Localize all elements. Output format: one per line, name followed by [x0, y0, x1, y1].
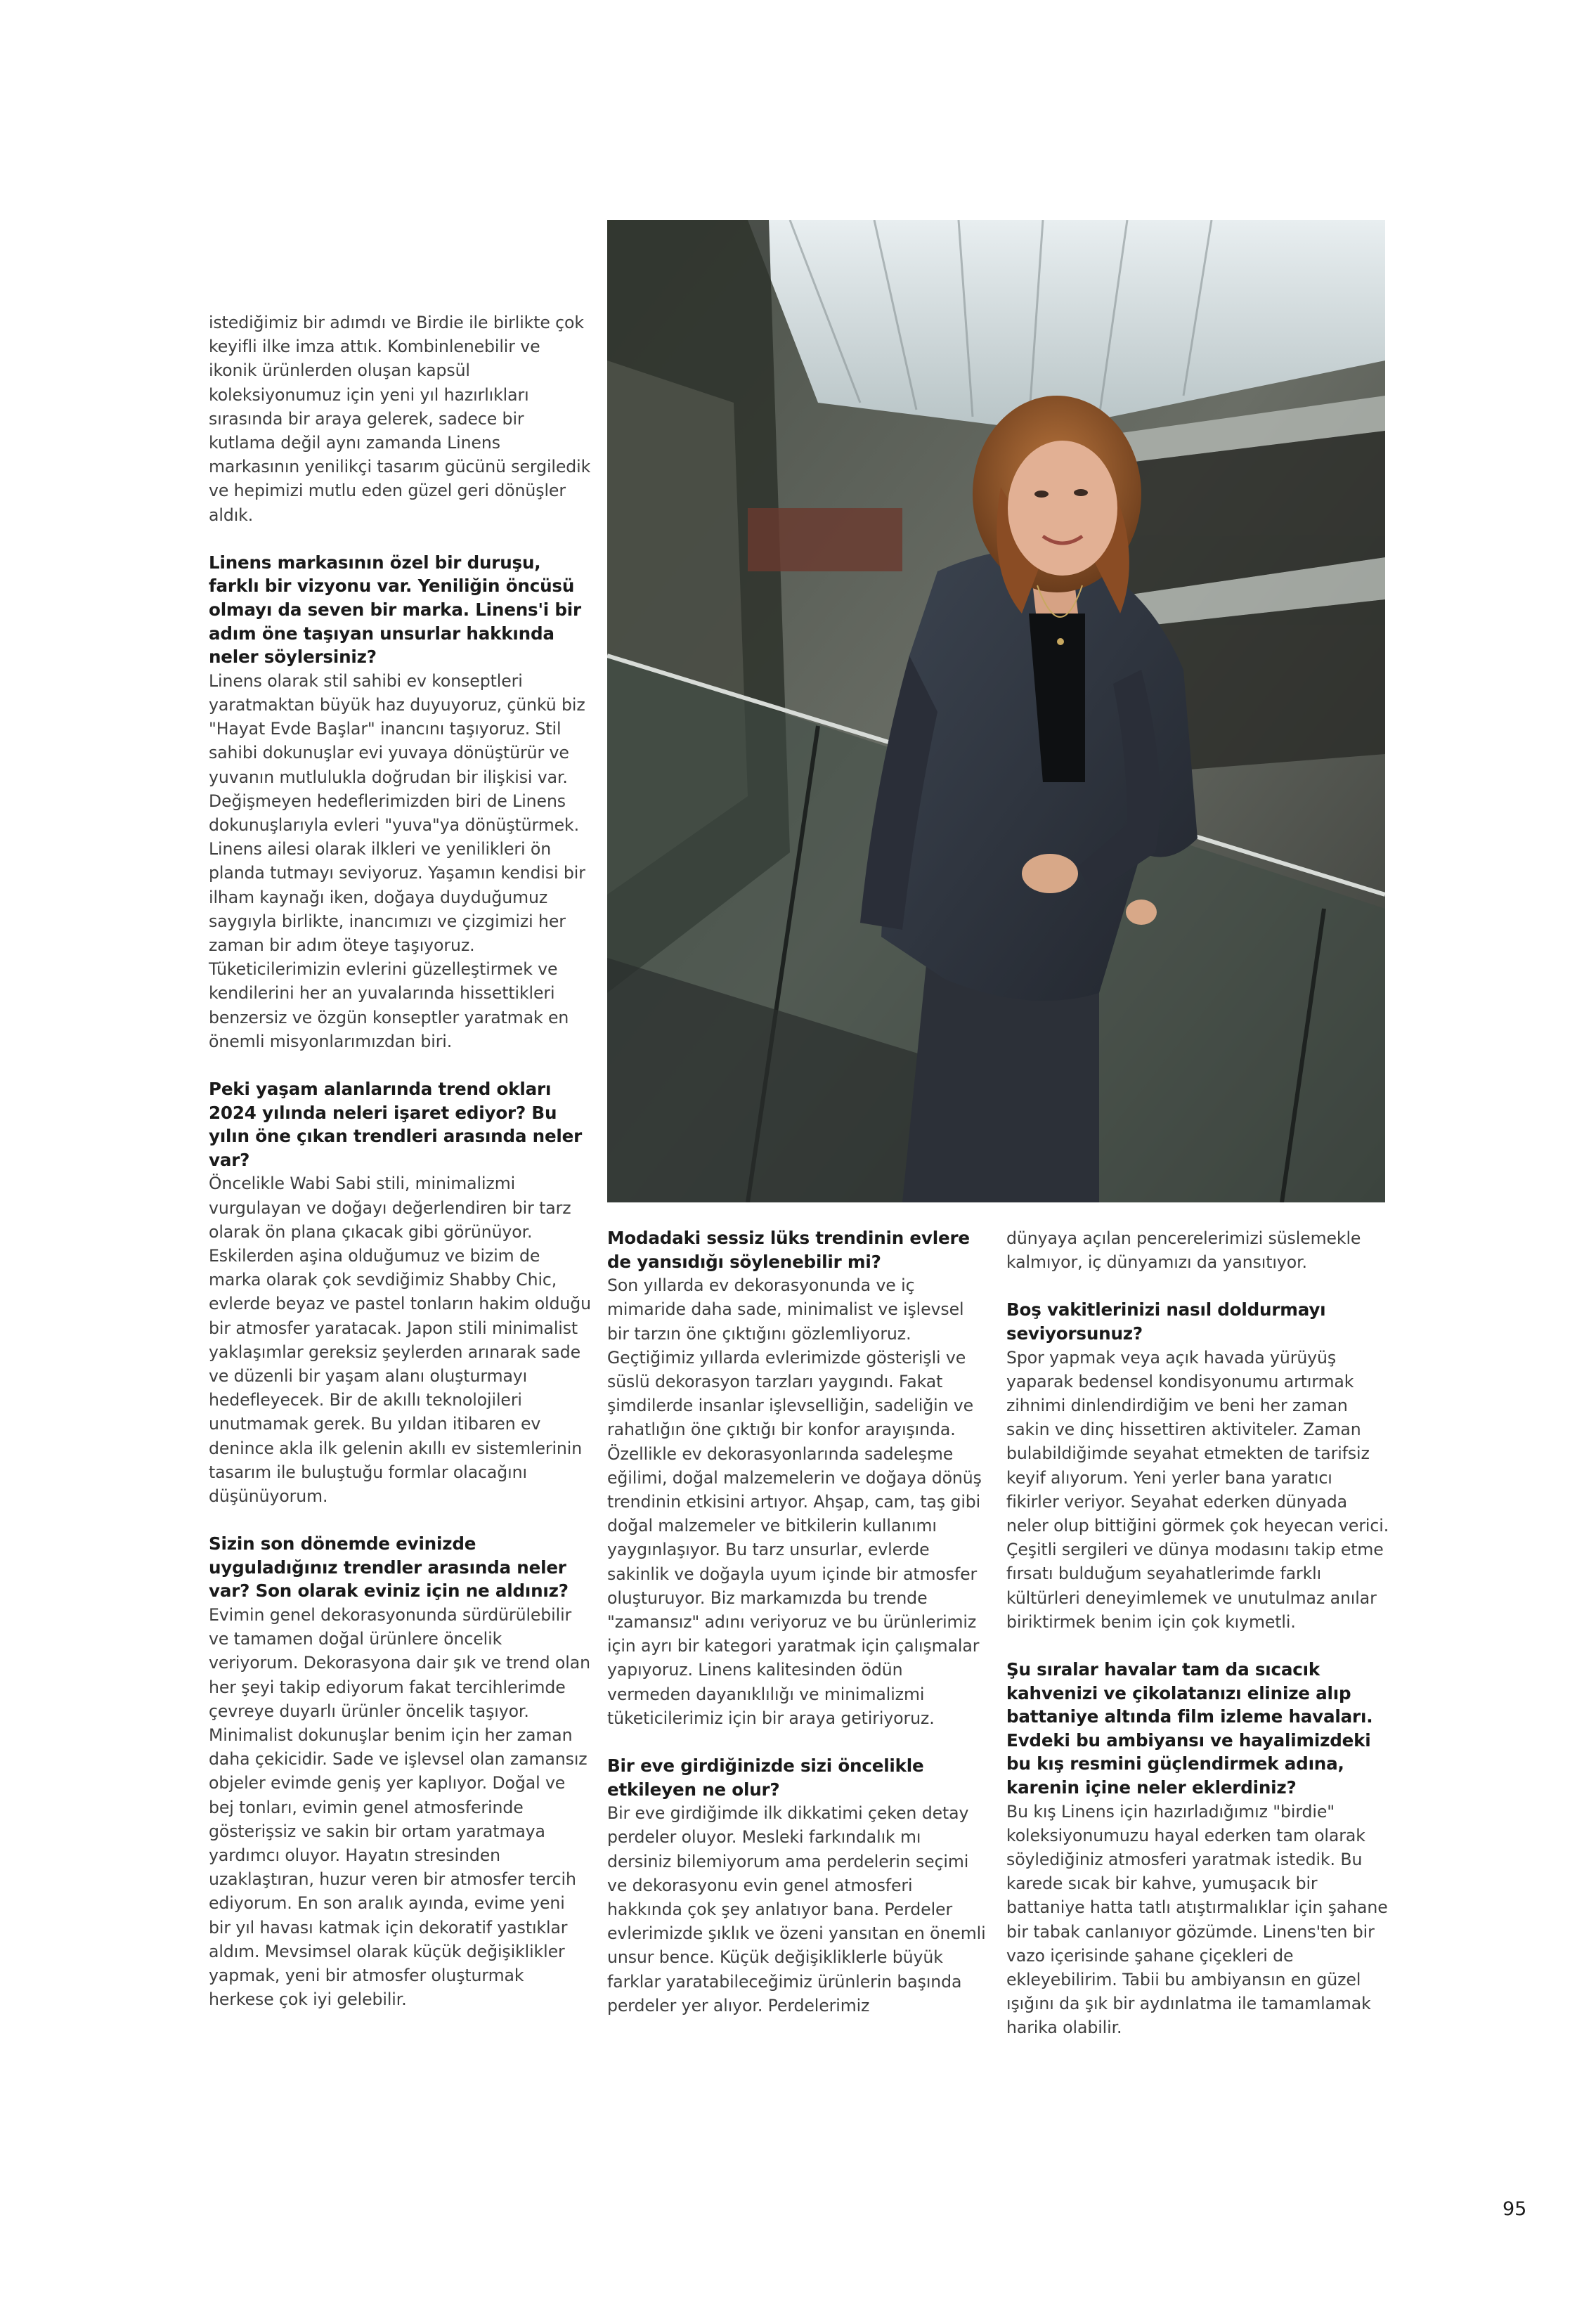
question-heading: Peki yaşam alanlarında trend okları 2024 yılında neleri işaret ediyor? Bu yılın öne çıkan trendleri arasında neler var?	[209, 1079, 583, 1170]
article-column-3	[1006, 1226, 1389, 2040]
answer-paragraph: Linens olarak stil sahibi ev konseptleri yaratmaktan büyük haz duyuyoruz, çünkü biz "Hayat Evde Başlar" inancını taşıyoruz. Stil sahibi dokunuşlar evi yuvaya dönüştürür ve yuvanın mutlulukla doğrudan bir ilişkisi var. Değişmeyen hedeflerimizden biri de Linens dokunuşlarıyla evleri "yuva"ya dönüştürmek. Linens ailesi olarak ilkleri ve yenilikleri ön planda tutmayı seviyoruz. Yaşamın kendisi bir ilham kaynağı iken, doğaya duyduğumuz saygıyla birlikte, inancımızı ve çizgimizi her zaman bir adım öteye taşıyoruz. Tüketicilerimizin evlerini güzelleştirmek ve kendilerini her an yuvalarında hissettikleri benzersiz ve özgün konseptler yaratmak en önemli misyonlarımızdan biri.	[209, 670, 585, 1051]
question-heading: Bir eve girdiğinizde sizi öncelikle etkileyen ne olur?	[607, 1755, 924, 1800]
question-heading: Linens markasının özel bir duruşu, farklı bir vizyonu var. Yeniliğin öncüsü olmayı da seven bir marka. Linens'i bir adım öne taşıyan unsurlar hakkında neler söylersiniz?	[209, 552, 581, 668]
answer-paragraph: Evimin genel dekorasyonunda sürdürülebilir ve tamamen doğal ürünlere öncelik veriyorum. Dekorasyona dair şık ve trend olan her şeyi takip ediyorum fakat tercihlerimde çevreye duyarlı ürünler öncelik taşıyor. Minimalist dokunuşlar benim için her zaman daha çekicidir. Sade ve işlevsel olan zamansız objeler evimde geniş yer kaplıyor. Doğal ve bej tonları, evimin genel atmosferinde gösterişsiz ve sakin bir ortam yaratmaya yardımcı oluyor. Hayatın stresinden uzaklaştıran, huzur veren bir atmosfer tercih ediyorum. En son aralık ayında, evime yeni bir yıl havası katmak için dekoratif yastıklar aldım. Mevsimsel olarak küçük değişiklikler yapmak, yeni bir atmosfer oluşturmak herkese çok iyi gelebilir.	[209, 1605, 590, 2010]
question-heading: Şu sıralar havalar tam da sıcacık kahvenizi ve çikolatanızı elinize alıp battaniye altında film izleme havaları. Evdeki bu ambiyansı ve hayalimizdeki bu kış resmini güçlendirmek adına, karenin içine neler eklerdiniz?	[1006, 1659, 1373, 1798]
answer-paragraph: Bir eve girdiğimde ilk dikkatimi çeken detay perdeler oluyor. Mesleki farkındalık mı dersiniz bilemiyorum ama perdelerin seçimi ve dekorasyonu evin genel atmosferi hakkında çok şey anlatıyor bana. Perdeler evlerimizde şıklık ve özeni yansıtan en önemli unsur bence. Küçük değişikliklerle büyük farklar yaratabileceğimiz ürünlerin başında perdeler yer alıyor. Perdelerimiz	[607, 1803, 986, 2015]
answer-paragraph: Bu kış Linens için hazırladığımız "birdie" koleksiyonumuzu hayal ederken tam olarak söylediğiniz atmosferi yaratmak istedik. Bu karede sıcak bir kahve, yumuşacık bir battaniye hatta tatlı atıştırmalıklar için şahane bir tabak canlanıyor gözümde. Linens'ten bir vazo içerisinde şahane çiçekleri de ekleyebilirim. Tabii bu ambiyansın en güzel ışığını da şık bir aydınlatma ile tamamlamak harika olabilir.	[1006, 1801, 1388, 2038]
answer-paragraph: Öncelikle Wabi Sabi stili, minimalizmi vurgulayan ve doğayı değerlendiren bir tarz olarak ön plana çıkacak gibi görünüyor. Eskilerden aşina olduğumuz ve bizim de marka olarak çok sevdiğimiz Shabby Chic, evlerde beyaz ve pastel tonların hakim olduğu bir atmosfer yaratacak. Japon stili minimalist yaklaşımlar gereksiz şeylerden arınarak sade ve düzenli bir yaşam alanı oluşturmayı hedefleyecek. Bir de akıllı teknolojileri unutmamak gerek. Bu yıldan itibaren ev denince akla ilk gelenin akıllı ev sistemlerinin tasarım ile buluştuğu formlar olacağını düşünüyorum.	[209, 1174, 591, 1507]
portrait-photo	[607, 220, 1385, 1202]
page-number: 95	[1503, 2198, 1527, 2220]
answer-paragraph: Son yıllarda ev dekorasyonunda ve iç mimaride daha sade, minimalist ve işlevsel bir tarzın öne çıktığını gözlemliyoruz. Geçtiğimiz yıllarda evlerimizde gösterişli ve süslü dekorasyon tarzları yaygındı. Fakat şimdilerde insanlar işlevselliğin, sadeliğin ve rahatlığın öne çıktığı bir konfor arayışında. Özellikle ev dekorasyonlarında sadeleşme eğilimi, doğal malzemelerin ve doğaya dönüş trendinin etkisini artıyor. Ahşap, cam, taş gibi doğal malzemeler ve bitkilerin kullanımı yaygınlaşıyor. Bu tarz unsurlar, evlerde sakinlik ve doğayla uyum içinde bir atmosfer oluşturuyor. Biz markamızda bu trende "zamansız" adını veriyoruz ve bu ürünlerimiz için ayrı bir kategori yaratmak için çalışmalar yapıyoruz. Linens kalitesinden ödün vermeden dayanıklılığı ve minimalizmi tüketicilerimiz için bir araya getiriyoruz.	[607, 1275, 982, 1728]
answer-paragraph: Spor yapmak veya açık havada yürüyüş yaparak bedensel kondisyonumu artırmak zihnimi dinlendirdiğim ve beni her zaman sakin ve dinç hissettiren aktiviteler. Zaman bulabildiğimde seyahat etmekten de tarifsiz keyif alıyorum. Yeni yerler bana yaratıcı fikirler veriyor. Seyahat ederken dünyada neler olup bittiğini görmek çok heyecan verici. Çeşitli sergileri ve dünya modasını takip etme fırsatı bulduğum seyahatlerimde farklı kültürleri deneyimlemek ve unutulmaz anılar biriktirmek benim için çok kıymetli.	[1006, 1347, 1389, 1632]
article-column-2	[607, 1226, 988, 2018]
question-heading: Boş vakitlerinizi nasıl doldurmayı seviyorsunuz?	[1006, 1299, 1326, 1344]
question-heading: Sizin son dönemde evinizde uyguladığınız trendler arasında neler var? Son olarak eviniz için ne aldınız?	[209, 1533, 569, 1602]
article-column-1	[209, 311, 592, 2012]
portrait-illustration	[607, 220, 1385, 1202]
answer-paragraph: dünyaya açılan pencerelerimizi süslemekle kalmıyor, iç dünyamızı da yansıtıyor.	[1006, 1228, 1361, 1273]
intro-paragraph: istediğimiz bir adımdı ve Birdie ile birlikte çok keyifli ilke imza attık. Kombinlenebilir ve ikonik ürünlerden oluşan kapsül koleksiyonumuz için yeni yıl hazırlıkları sırasında bir araya gelerek, sadece bir kutlama değil aynı zamanda Linens markasının yenilikçi tasarım gücünü sergiledik ve hepimizi mutlu eden güzel geri dönüşler aldık.	[209, 313, 591, 525]
question-heading: Modadaki sessiz lüks trendinin evlere de yansıdığı söylenebilir mi?	[607, 1228, 970, 1272]
